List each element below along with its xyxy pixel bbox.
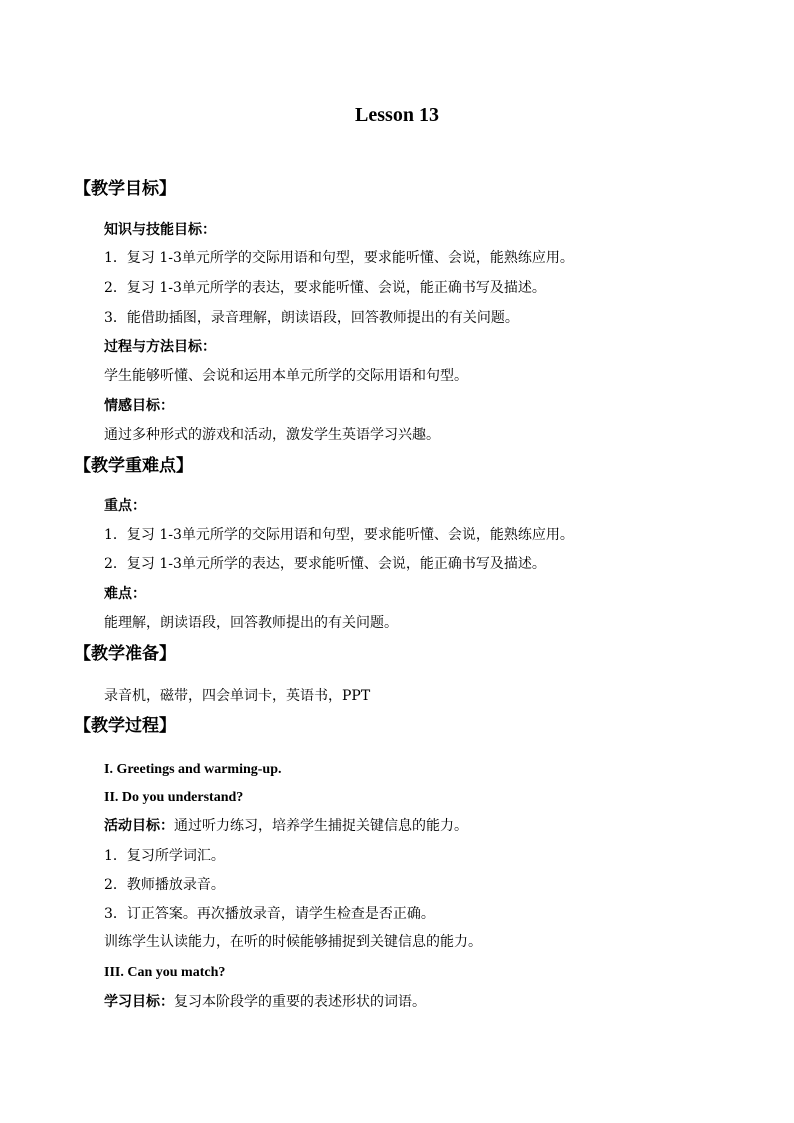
key-item-1: 1．复习 1-3单元所学的交际用语和句型，要求能听懂、会说，能熟练应用。 <box>104 527 574 543</box>
difficult-label: 难点： <box>104 586 146 602</box>
knowledge-item-2: 2．复习 1-3单元所学的表达，要求能听懂、会说，能正确书写及描述。 <box>104 280 546 296</box>
key-points-heading: 【教学重难点】 <box>74 456 193 476</box>
activity-text: 通过听力练习，培养学生捕捉关键信息的能力。 <box>174 818 468 834</box>
process-label: 过程与方法目标： <box>104 339 216 355</box>
step2-note: 训练学生认读能力，在听的时候能够捕捉到关键信息的能力。 <box>104 934 482 950</box>
activity-label: 活动目标： <box>104 818 174 834</box>
difficult-text: 能理解，朗读语段，回答教师提出的有关问题。 <box>104 615 398 631</box>
preparation-heading: 【教学准备】 <box>74 644 176 664</box>
knowledge-item-3: 3．能借助插图，录音理解，朗读语段，回答教师提出的有关问题。 <box>104 310 519 326</box>
knowledge-label: 知识与技能目标： <box>104 222 216 238</box>
step-greetings: I. Greetings and warming-up. <box>104 762 282 777</box>
learning-goal <box>104 992 426 1012</box>
emotion-text: 通过多种形式的游戏和活动，激发学生英语学习兴趣。 <box>104 427 440 443</box>
preparation-text: 录音机，磁带，四会单词卡，英语书，PPT <box>104 688 371 704</box>
process-text: 学生能够听懂、会说和运用本单元所学的交际用语和句型。 <box>104 368 468 384</box>
step-understand: II. Do you understand? <box>104 790 244 805</box>
learning-label: 学习目标： <box>104 994 174 1010</box>
step2-item-2: 2．教师播放录音。 <box>104 877 225 893</box>
process-heading: 【教学过程】 <box>74 716 176 736</box>
step2-item-1: 1．复习所学词汇。 <box>104 848 225 864</box>
step2-item-3: 3．订正答案。再次播放录音，请学生检查是否正确。 <box>104 906 435 922</box>
activity-goal <box>104 816 468 836</box>
learning-text: 复习本阶段学的重要的表述形状的词语。 <box>174 994 426 1010</box>
key-label: 重点： <box>104 498 146 514</box>
lesson-title: Lesson 13 <box>355 104 439 126</box>
key-item-2: 2．复习 1-3单元所学的表达，要求能听懂、会说，能正确书写及描述。 <box>104 556 546 572</box>
knowledge-item-1: 1．复习 1-3单元所学的交际用语和句型，要求能听懂、会说，能熟练应用。 <box>104 250 574 266</box>
emotion-label: 情感目标： <box>104 398 174 414</box>
step-match: III. Can you match? <box>104 965 226 980</box>
objectives-heading: 【教学目标】 <box>74 179 176 199</box>
